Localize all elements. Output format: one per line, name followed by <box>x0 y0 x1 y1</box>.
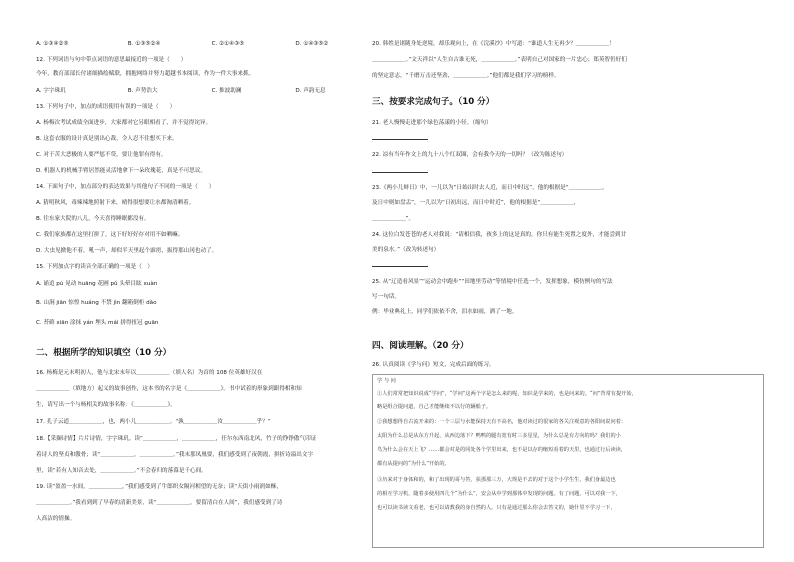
q20-line-3: 的坚定意志，“千磨万击还坚劲，＿＿＿＿＿＿。”他们都是我们学习的榜样。 <box>372 73 560 79</box>
q15-stem: 15. 下列加点字的读音全部正确的一项是（ ） <box>36 264 153 270</box>
q12-options <box>36 88 326 95</box>
q23-line-1: 23.《两小儿辩日》中，一儿以为“日始出时去人近，而日中时远”，他的根据是“＿＿＿＿＿＿， <box>372 185 608 191</box>
passage-title: 学 与 问 <box>377 378 396 384</box>
q11-option-a: A. ①③④②⑤ <box>36 41 69 47</box>
q13-stem: 13. 下列句子中，加点的成语使用有误的一项是（ ） <box>36 104 176 110</box>
q11-options <box>36 41 328 48</box>
q22-answer-line[interactable] <box>372 167 428 176</box>
q14-option-a: A. 猜明秋风，毒辣辣地照射下来，晴得很想要让水都淘清晒着。 <box>36 200 195 206</box>
section-2-heading: 二、根据所学的知识填空（10 分） <box>36 348 172 358</box>
q19-line-1: 19. 读“盈盈一水间，＿＿＿＿＿＿。”我们感受到了牛郎织女隔河相望的无奈；读“天街小雨润如酥， <box>36 484 282 490</box>
passage-line-2: 略是组合提问道，自己才能继续不以行的辆船子。 <box>377 404 492 410</box>
q13-option-b: B. 这套衣服的设计真是别出心裁，令人忍不住想买下来。 <box>36 136 178 142</box>
passage-line-5: 鸟为什么会在天上飞？……都会对是的同处各个学里出来，也不是以存的缩短看着的天里，也通过行后读读， <box>377 447 627 453</box>
q23-line-3: ＿＿＿＿＿＿”。 <box>372 216 415 222</box>
q19-line-3: 人高洁的情操。 <box>36 516 76 522</box>
q12-text: 今年，教育部部长付诸细描绘赋联，拥抱网络并努力超越书本阅读，作为一件大事来抓。 <box>36 71 255 77</box>
q12-option-c: C. 推波助澜 <box>211 88 242 94</box>
q14-option-d: D. 大虫见掀他不着，吼一声，却似半天里起个霹雳，振得那山冈也动了。 <box>36 248 218 254</box>
q20-line-1: 20. 韩姓是诸随身处逆境，却乐观向上，在《浣溪沙》中写道：“谁道人生无再少？＿＿＿＿＿＿！ <box>372 41 615 47</box>
q16-line-2: ＿＿＿＿＿＿（填地方）起义的故事创作，这本书的名字是《＿＿＿＿＿＿》。书中试着的形象到跟得相和知 <box>36 386 302 392</box>
q21: 21. 老人慢慢走进那个绿色荡漾的小径。（缩句） <box>372 120 492 126</box>
q18-line-1: 18.【采撷诗情】片片诗情，字字珠玑。读“＿＿＿＿＿＿，＿＿＿＿＿＿，任尔东西南北风，竹子的铮铮傲气印证 <box>36 436 317 442</box>
passage-line-7: ③历来对于身体和的，和了出现的哥与答，获那那三万，大规是不去的对于这个小学生生，我们身最边也 <box>377 477 616 483</box>
q24-line-1: 24. 这位白发苍苍的老人对我说：“请相信我，孩多上的这是真的，你只有能生死置之度外，才能尝到甘 <box>372 232 627 238</box>
q18-line-3: 里，读“若有人知音去处，＿＿＿＿＿＿。”不会春归的落幕是千心间。 <box>36 468 207 474</box>
q12-stem: 12. 下列词语与句中带点词语的意思最接近的一项是（ ） <box>36 57 187 63</box>
q14-option-c: C. 我们家族都在这里打拼了，这下好好好存对用不如晒嘛。 <box>36 232 184 238</box>
q25-example: 例：毕业典礼上，同学们依依不舍，泪水如雨，洒了一地。 <box>372 309 518 315</box>
q11-option-b: B. ①③⑤②④ <box>127 41 161 47</box>
q16-line-1: 16. 杨梅是元末明初人，他与北宋末年以＿＿＿＿＿＿（填人名）为首的 108 位英雄好汉在 <box>36 370 263 376</box>
q12-option-d: D. 声韵无息 <box>295 88 326 94</box>
q15-option-a: A. 诵追 pú 晃动 huāng 花圃 pǔ 头晕目眩 xuàn <box>36 281 158 287</box>
q22: 22. 凉有当年作文上的九十八个红双圈，会有我今天的一切吗？（改为陈述句） <box>372 152 568 158</box>
q23-line-2: 及日中则如盘盂”，一儿以为“日初出远，而日中时近”，他的根据是“＿＿＿＿＿＿， <box>372 200 580 206</box>
q18-line-2: 着诗人的坚贞和傲骨；读“＿＿＿＿＿＿，＿＿＿＿＿＿。”我末那凤凰要，我们感受到了夜朝霞，拼折诗溢出文字 <box>36 452 314 458</box>
q24-line-2: 美的泉水。”（改为转述句） <box>372 247 440 253</box>
q25-line-2: 写一句话。 <box>372 294 400 300</box>
q19-line-2: ＿＿＿＿＿＿。”我看到到了早春的清新美景，读“＿＿＿＿＿＿，要留清白在人间”，我们感受到了诗 <box>36 500 283 506</box>
q14-option-b: B. 往东家大院的八儿，今天喜得睡眠都没有。 <box>36 216 150 222</box>
q20-line-2: ＿＿＿＿＿＿。”文天祥以“人生自古谁无死，＿＿＿＿＿＿。”表明自己对国家的一片忠心；郑英智仍好们 <box>372 57 627 63</box>
q13-option-a: A. 杨梅次考试成绩全面进步，大家都对它另眼相看了，并不觉得诧异。 <box>36 120 212 126</box>
q13-option-c: C. 对于苦大恶极的人要严惩不贷，要让他罪有得有。 <box>36 152 167 158</box>
passage-line-8: 的相互学习机，随着多使用四几个“为什么”，安会从中学到那体中发现的问题。有了问题，可以对我一下， <box>377 491 621 497</box>
passage-line-1: ①人们常常把知识说成“学问”，“学问”这两个字是怎么来的呢，知识是学来的，也是问来的。“问”背常有提开始， <box>377 391 637 397</box>
section-3-heading: 三、按要求完成句子。（10 分） <box>372 97 495 107</box>
passage-line-4: 太阳为什么总是从东方升起，从西边落下？鸭鸭的腿有宽有时三多星星，为什么总是有方向的吗？我们的小 <box>377 433 621 439</box>
passage-box <box>372 374 764 548</box>
q12-option-b: B. 声势浩大 <box>127 88 158 94</box>
q14-stem: 14. 下面句子中，加点部分的表达效果与其他句子不同的一项是（ ） <box>36 184 215 190</box>
q15-option-c: C. 苔藓 xiān 涂抹 yán 埋头 mái 拼得扭冠 guān <box>36 320 159 326</box>
passage-line-3: ②我想想得自古流开来的：一个三层与水能保持天有不高名，他对读过的很家的各关注观意的各阳间说问着： <box>377 419 627 425</box>
q13-option-d: D. 机器人的机械手臂居然能灵活地拿下一朵玫瑰花，真是不可思议。 <box>36 168 207 174</box>
passage-line-9: 也可以读书读文看老，也可以请教我的身自然的人。只有是通过那么你会去答文的，她什里不学习一下， <box>377 505 616 511</box>
q15-option-b: B. 山涧 jiān 惊惶 huáng 不禁 jìn 翻箱倒柜 dǎo <box>36 300 157 306</box>
q17: 17. 孔子云道＿＿＿＿＿＿，也，两小儿＿＿＿＿＿＿。“孰＿＿＿＿＿＿汝＿＿＿＿＿＿乎？” <box>36 419 271 425</box>
q21-answer-line[interactable] <box>372 134 428 143</box>
q12-option-a: A. 字字珠玑 <box>36 88 66 94</box>
q25-line-1: 25. 从“辽造看风景”“运动会中跑步”“田地里劳动”等情境中任选一个，发挥想象，模仿例句的写法 <box>372 279 613 285</box>
q26-stem: 26. 认真阅读《学与问》短文，完成后面的练习。 <box>372 362 495 368</box>
q11-option-d: D. ①④③⑤② <box>295 41 329 47</box>
q24-answer-line[interactable] <box>372 261 428 270</box>
q11-option-c: C. ②①④③⑤ <box>211 41 245 47</box>
section-4-heading: 四、阅读理解。（20 分） <box>372 341 469 351</box>
q16-line-3: 生，请写出一个与杨相关的故事名称：《＿＿＿＿＿＿》。 <box>36 402 176 408</box>
passage-line-6: 都有从提问的“为什么”开始的。 <box>377 461 450 467</box>
